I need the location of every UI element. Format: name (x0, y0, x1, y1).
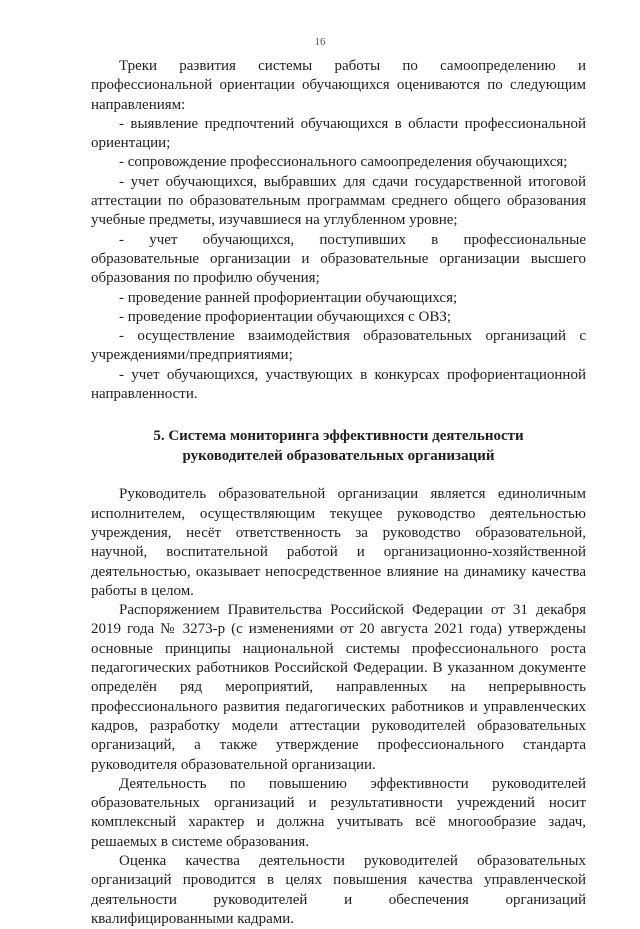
body-paragraph: Руководитель образовательной организации является единоличным исполнителем, осуществляющим текущее руководство деятельностью учреждения, несёт ответственность за руководство образовательной, научной, воспитательной работой и организационно-хозяйственной деятельностью, оказывает непосредственное влияние на динамику качества работы в целом. (91, 486, 586, 599)
list-item: - сопровождение профессионального самоопределения обучающихся; (119, 154, 568, 171)
list-item: - выявление предпочтений обучающихся в области профессиональной ориентации; (91, 115, 586, 152)
list-item: - учет обучающихся, выбравших для сдачи государственной итоговой аттестации по образовательным программам среднего общего образования учебные предметы, изучавшиеся на углубленном уровне; (91, 173, 586, 229)
list-item: - учет обучающихся, поступивших в профессиональные образовательные организации и образовательные организации высшего образования по профилю обучения; (91, 231, 586, 287)
section-heading-line: руководителей образовательных организаций (182, 447, 495, 464)
section-heading-line: 5. Система мониторинга эффективности деятельности (153, 428, 524, 445)
list-item: - учет обучающихся, участвующих в конкурсах профориентационной направленности. (91, 366, 586, 403)
section-heading (91, 427, 586, 466)
list-item: - проведение ранней профориентации обучающихся; (119, 289, 458, 306)
body-paragraph: Деятельность по повышению эффективности руководителей образовательных организаций и результативности учреждений носит комплексный характер и должна учитывать всё многообразие задач, решаемых в системе образования. (91, 775, 586, 850)
list-item: - проведение профориентации обучающихся с ОВЗ; (119, 308, 452, 325)
body-paragraph: Распоряжением Правительства Российской Федерации от 31 декабря 2019 года № 3273-р (с изменениями от 20 августа 2021 года) утверждены основные принципы национальной системы профессионального роста педагогических работников Российской Федерации. В указанном документе определён ряд мероприятий, направленных на непрерывность профессионального развития педагогических работников и управленческих кадров, разработку модели аттестации руководителей образовательных организаций, а также утверждение профессионального стандарта руководителя образовательной организации. (91, 602, 586, 773)
body-paragraph: Оценка качества деятельности руководителей образовательных организаций проводится в целях повышения качества управленческой деятельности руководителей и обеспечения организаций квалифицированными кадрами. (91, 852, 586, 927)
page-content (91, 57, 586, 929)
list-item: - осуществление взаимодействия образовательных организаций с учреждениями/предприятиями; (91, 328, 586, 364)
page-number: 16 (314, 36, 326, 48)
tracks-intro: Треки развития системы работы по самоопределению и профессиональной ориентации обучающихся оцениваются по следующим направлениям: (91, 58, 586, 113)
